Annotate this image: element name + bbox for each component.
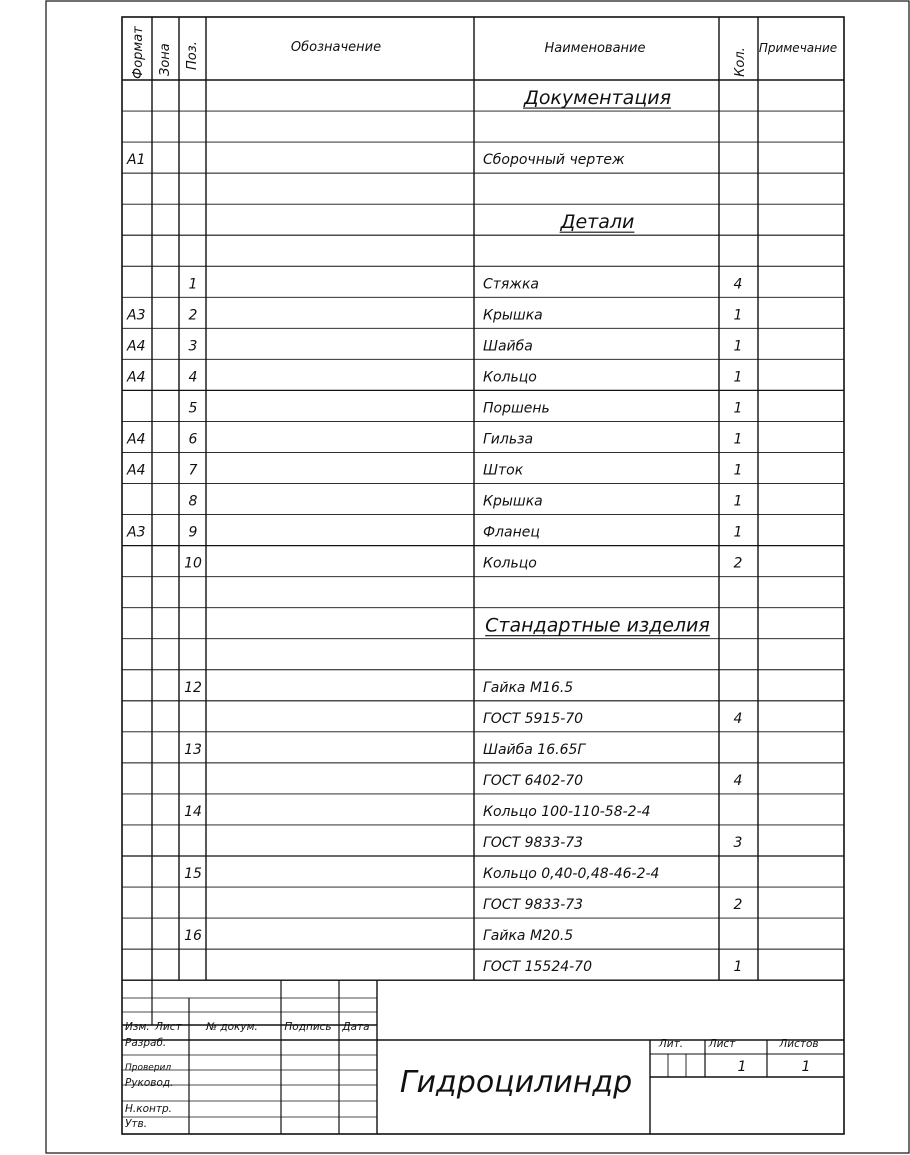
cell-pos: 4 <box>188 369 198 386</box>
cell-name: Крышка <box>483 493 543 510</box>
table-row <box>184 680 573 696</box>
cell-name: ГОСТ 9833-73 <box>483 835 584 851</box>
section-heading: Документация <box>523 87 672 110</box>
table-header <box>131 26 837 79</box>
cell-pos: 14 <box>184 803 202 820</box>
cell-pos: 6 <box>188 431 198 448</box>
cell-qty: 1 <box>733 338 743 355</box>
table-row <box>189 400 743 416</box>
tb-sheets: Листов <box>779 1038 819 1050</box>
cell-format: А3 <box>127 524 146 541</box>
tb-izm: Изм. <box>125 1021 150 1033</box>
table-row <box>126 525 742 541</box>
cell-name: Сборочный чертеж <box>483 152 625 169</box>
cell-pos: 15 <box>184 866 202 883</box>
cell-qty: 1 <box>733 307 743 324</box>
table-row <box>483 897 743 913</box>
cell-pos: 5 <box>188 400 198 417</box>
cell-pos: 10 <box>184 555 202 572</box>
table-row <box>483 959 742 975</box>
table-row <box>126 307 742 323</box>
cell-pos: 8 <box>188 493 198 510</box>
table-row <box>485 615 710 637</box>
cell-name: Шайба 16.65Г <box>483 741 586 758</box>
title-block <box>125 1021 819 1130</box>
tb-doc-no: № докум. <box>206 1021 258 1033</box>
tb-rukovod: Руковод. <box>125 1077 174 1089</box>
cell-name: Гайка М20.5 <box>483 928 574 945</box>
cell-pos: 7 <box>188 462 198 479</box>
cell-name: Стяжка <box>483 276 539 293</box>
cell-pos: 1 <box>188 276 198 293</box>
cell-name: Кольцо 0,40-0,48-46-2-4 <box>483 866 660 883</box>
cell-name: Кольцо 100-110-58-2-4 <box>483 803 651 820</box>
table-row <box>189 494 743 510</box>
cell-name: Кольцо <box>483 369 537 386</box>
table-row <box>126 431 742 447</box>
cell-qty: 1 <box>733 493 743 510</box>
table-row <box>483 773 742 789</box>
header-qty: Кол. <box>733 47 748 77</box>
cell-format: А3 <box>127 307 146 324</box>
tb-sheet: Лист <box>708 1038 736 1050</box>
cell-qty: 1 <box>733 369 743 386</box>
cell-name: Шайба <box>483 338 533 355</box>
cell-qty: 3 <box>733 835 743 851</box>
cell-pos: 16 <box>184 928 202 945</box>
tb-sheet-value: 1 <box>737 1059 747 1075</box>
cell-format: А4 <box>127 338 146 355</box>
cell-pos: 12 <box>184 679 202 696</box>
table-row <box>523 87 671 109</box>
tb-proveril: Проверил <box>125 1063 172 1073</box>
table-row <box>184 804 650 820</box>
cell-name: ГОСТ 15524-70 <box>483 959 592 976</box>
cell-name: ГОСТ 6402-70 <box>483 772 584 789</box>
section-heading: Детали <box>560 211 635 234</box>
cell-name: Крышка <box>483 307 543 324</box>
tb-utv: Утв. <box>125 1118 148 1130</box>
cell-pos: 9 <box>188 524 198 541</box>
tb-list: Лист <box>155 1021 182 1033</box>
table-row <box>184 866 659 882</box>
cell-name: Гильза <box>483 431 534 448</box>
tb-date: Дата <box>342 1021 370 1033</box>
tb-signature: Подпись <box>284 1021 332 1033</box>
cell-format: А4 <box>127 369 146 386</box>
table-grid <box>46 1 909 1153</box>
table-row <box>184 742 586 758</box>
header-pos: Поз. <box>185 41 200 70</box>
cell-format: А4 <box>127 431 146 448</box>
cell-qty: 1 <box>733 524 743 541</box>
document-title: Гидроцилиндр <box>399 1065 633 1100</box>
cell-qty: 4 <box>733 710 743 727</box>
cell-qty: 1 <box>733 431 743 448</box>
cell-name: ГОСТ 9833-73 <box>483 897 584 914</box>
table-row <box>126 338 742 354</box>
tb-sheets-value: 1 <box>801 1059 811 1075</box>
cell-format: А1 <box>127 152 146 169</box>
tb-lit: Лит. <box>658 1038 684 1050</box>
cell-qty: 4 <box>733 276 743 293</box>
table-row <box>184 556 742 572</box>
cell-qty: 1 <box>733 400 743 417</box>
tb-n-kontr: Н.контр. <box>125 1103 172 1115</box>
cell-name: Шток <box>483 462 524 479</box>
table-row <box>189 276 743 292</box>
cell-pos: 2 <box>188 307 198 324</box>
table-row <box>126 369 742 385</box>
cell-qty: 1 <box>733 959 743 976</box>
tb-razrab: Разраб. <box>125 1037 167 1049</box>
table-row <box>483 711 742 727</box>
table-body <box>126 87 743 975</box>
table-row <box>126 152 625 168</box>
cell-pos: 13 <box>184 741 202 758</box>
table-row <box>184 928 573 944</box>
cell-qty: 1 <box>733 462 743 479</box>
cell-pos: 3 <box>188 338 198 355</box>
header-note: Примечание <box>758 41 838 55</box>
section-heading: Стандартные изделия <box>485 614 710 637</box>
cell-name: Кольцо <box>483 555 537 572</box>
header-designation: Обозначение <box>290 40 382 55</box>
cell-name: Поршень <box>483 400 550 417</box>
cell-name: Фланец <box>483 524 540 541</box>
table-row <box>483 835 742 851</box>
table-row <box>560 211 635 233</box>
cell-name: Гайка М16.5 <box>483 679 574 696</box>
cell-format: А4 <box>127 462 146 479</box>
cell-name: ГОСТ 5915-70 <box>483 710 584 727</box>
cell-qty: 2 <box>733 897 743 914</box>
cell-qty: 4 <box>733 772 743 789</box>
header-zone: Зона <box>158 43 173 76</box>
header-format: Формат <box>131 26 146 79</box>
table-row <box>126 463 742 479</box>
cell-qty: 2 <box>733 555 743 572</box>
header-name: Наименование <box>544 41 646 56</box>
